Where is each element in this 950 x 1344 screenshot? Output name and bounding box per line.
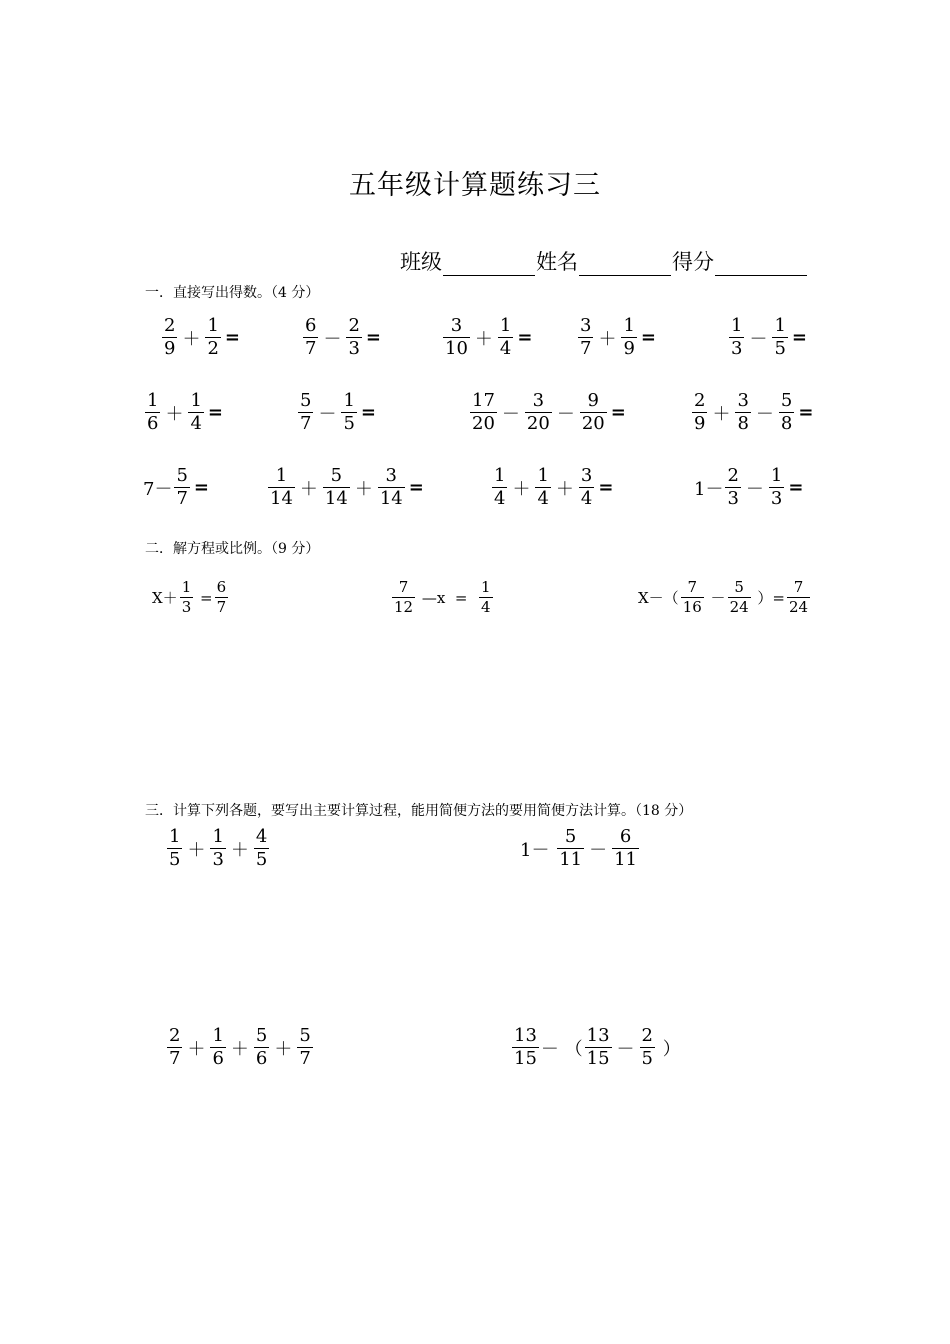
numerator: 1 [343,390,355,411]
operator: ＋ [354,478,373,500]
fraction [557,828,584,869]
denominator: 3 [348,338,360,359]
fraction [298,392,313,433]
fraction [378,467,405,508]
numerator: 17 [472,390,495,411]
expression-text: － [705,589,726,607]
problem [694,467,803,508]
fraction [579,467,594,508]
numerator: 5 [255,1025,268,1046]
denominator: 15 [514,1048,537,1069]
equals-sign: = [224,327,240,348]
operator: ＋ [230,839,249,861]
numerator: 2 [694,390,706,411]
fraction [443,317,470,358]
fraction [145,392,160,433]
score-blank[interactable] [715,249,807,276]
fraction [167,828,182,869]
equation [152,580,230,615]
numerator: 9 [587,390,599,411]
denominator: 4 [499,338,512,359]
operator: － [589,839,608,861]
fraction [787,580,810,615]
equals-sign: = [598,477,614,498]
fraction [779,392,794,433]
fraction [498,317,513,358]
problem [490,467,613,508]
fraction [180,580,194,615]
fraction [512,1027,539,1068]
equation [638,580,812,615]
problem [690,392,813,433]
operator: ＋ [187,1038,206,1060]
numerator: 2 [727,465,739,486]
denominator: 3 [727,488,739,509]
operator: － [501,403,520,425]
operator: － [318,403,337,425]
denominator: 15 [586,1048,610,1069]
denominator: 7 [305,338,317,359]
problem [510,1027,681,1068]
problem [727,317,807,358]
problem [468,392,626,433]
denominator: 20 [472,413,495,434]
section-2-heading: 二．解方程或比例。（9 分） [145,541,320,557]
fraction [578,317,593,358]
expression-text: 1－ [520,839,556,861]
expression-text: X－（ [638,589,679,607]
numerator: 4 [255,826,268,847]
denominator: 14 [324,488,348,509]
denominator: 7 [580,338,592,359]
operator: ＋ [274,1038,293,1060]
numerator: 5 [299,1025,311,1046]
numerator: 3 [385,465,397,486]
fraction [725,467,740,508]
fraction [268,467,295,508]
fraction [535,467,550,508]
fraction [174,467,189,508]
denominator: 4 [190,413,202,434]
numerator: 2 [348,315,360,336]
operator: ＋ [182,328,201,350]
numerator: 6 [619,826,632,847]
denominator: 2 [207,338,219,359]
numerator: 1 [147,390,159,411]
numerator: 3 [737,390,749,411]
denominator: 5 [774,338,786,359]
fraction [303,317,318,358]
denominator: 7 [300,413,312,434]
fraction [612,828,639,869]
denominator: 24 [789,598,809,616]
numerator: 1 [181,578,192,596]
numerator: 2 [641,1025,653,1046]
denominator: 4 [480,598,491,616]
section-1-heading: 一．直接写出得数。（4 分） [145,285,320,301]
numerator: 1 [190,390,202,411]
fraction [769,467,784,508]
fraction [692,392,707,433]
problem [301,317,381,358]
problem [520,828,641,869]
denominator: 9 [623,338,635,359]
equals-sign: = [640,327,656,348]
operator: － [745,478,764,500]
numerator: 3 [532,390,545,411]
numerator: 3 [580,315,592,336]
name-label: 姓名 [536,250,578,274]
numerator: 1 [623,315,635,336]
denominator: 4 [494,488,506,509]
expression-text: ） [657,1038,681,1060]
problem [576,317,656,358]
expression-text: —x = [417,588,477,607]
section-3-heading: 三．计算下列各题，要写出主要计算过程，能用简便方法的要用简便方法计算。（18 分） [145,803,693,819]
numerator: 5 [564,826,577,847]
operator: － [323,328,342,350]
numerator: 7 [398,578,409,596]
operator: ＋ [555,478,574,500]
denominator: 5 [641,1048,653,1069]
fraction [621,317,636,358]
fraction [492,467,507,508]
operator: － [749,328,768,350]
fraction [323,467,350,508]
numerator: 1 [537,465,549,486]
numerator: 2 [164,315,176,336]
equals-sign: = [517,327,533,348]
fraction [728,580,751,615]
problem [296,392,376,433]
numerator: 7 [687,578,697,596]
class-blank[interactable] [443,249,535,276]
expression-text: ）= [752,589,785,607]
numerator: 7 [793,578,804,596]
operator: ＋ [512,478,531,500]
denominator: 4 [537,488,549,509]
numerator: 1 [494,465,506,486]
problem [165,828,271,869]
denominator: 6 [255,1048,268,1069]
numerator: 13 [586,1025,610,1046]
class-label: 班级 [400,250,442,274]
numerator: 3 [450,315,463,336]
denominator: 14 [270,488,293,509]
equals-sign: = [360,402,376,423]
numerator: 3 [580,465,593,486]
equals-sign: = [791,327,807,348]
equals-sign: = [365,327,381,348]
numerator: 1 [770,465,783,486]
equals-sign: = [798,402,814,423]
operator: ＋ [187,839,206,861]
operator: ＋ [712,403,731,425]
equals-sign: = [788,477,804,498]
denominator: 9 [164,338,176,359]
fraction [681,580,704,615]
denominator: 7 [176,488,188,509]
fraction [162,317,177,358]
denominator: 6 [212,1048,224,1069]
operator: ＋ [230,1038,249,1060]
expression-text: － （ [540,1038,583,1060]
fraction [341,392,356,433]
denominator: 6 [147,413,159,434]
numerator: 6 [216,578,227,596]
numerator: 13 [514,1025,537,1046]
fraction [188,392,203,433]
operator: － [616,1038,635,1060]
numerator: 1 [499,315,512,336]
expression-text: = [195,588,213,607]
numerator: 1 [774,315,786,336]
denominator: 5 [169,849,181,870]
denominator: 7 [216,598,227,616]
numerator: 5 [330,465,343,486]
denominator: 3 [212,849,224,870]
numerator: 1 [212,826,224,847]
fraction [392,580,415,615]
fraction [470,392,497,433]
numerator: 5 [300,390,312,411]
numerator: 1 [169,826,181,847]
expression-text: 7－ [143,478,173,500]
denominator: 5 [255,849,268,870]
denominator: 20 [526,413,550,434]
fraction [254,1027,269,1068]
fraction [254,828,269,869]
fraction [585,1027,612,1068]
fraction [729,317,744,358]
numerator: 1 [207,315,219,336]
name-blank[interactable] [579,249,671,276]
numerator: 5 [780,390,793,411]
denominator: 16 [682,598,702,616]
equals-sign: = [207,402,223,423]
denominator: 7 [299,1048,311,1069]
denominator: 11 [614,849,637,870]
expression-text: 1－ [694,478,724,500]
numerator: 6 [305,315,317,336]
fraction [479,580,493,615]
fraction [167,1027,182,1068]
operator: ＋ [165,403,184,425]
fraction [735,392,750,433]
denominator: 24 [729,598,749,616]
denominator: 12 [394,598,414,616]
operator: － [556,403,575,425]
problem [143,467,209,508]
denominator: 9 [694,413,706,434]
numerator: 1 [480,578,491,596]
denominator: 3 [181,598,192,616]
fraction [525,392,552,433]
equals-sign: = [610,402,626,423]
operator: ＋ [474,328,493,350]
expression-text: X＋ [152,589,178,607]
fraction [772,317,787,358]
denominator: 8 [737,413,749,434]
fraction [215,580,229,615]
problem [143,392,223,433]
problem [441,317,532,358]
fraction [210,828,225,869]
equals-sign: = [408,477,424,498]
operator: ＋ [299,478,318,500]
page-title: 五年级计算题练习三 [349,170,601,201]
numerator: 2 [169,1025,181,1046]
problem [165,1027,315,1068]
numerator: 1 [212,1025,224,1046]
denominator: 7 [169,1048,181,1069]
denominator: 14 [379,488,403,509]
operator: － [755,403,774,425]
denominator: 3 [770,488,783,509]
numerator: 1 [275,465,288,486]
student-info-row [400,246,808,276]
numerator: 5 [734,578,744,596]
operator: ＋ [598,328,617,350]
denominator: 8 [780,413,793,434]
denominator: 10 [445,338,468,359]
fraction [297,1027,312,1068]
denominator: 11 [559,849,583,870]
fraction [205,317,220,358]
fraction [346,317,361,358]
denominator: 3 [731,338,743,359]
denominator: 4 [580,488,593,509]
problem [160,317,240,358]
denominator: 5 [343,413,355,434]
equation [390,580,495,615]
problem [266,467,424,508]
equals-sign: = [193,477,209,498]
score-label: 得分 [672,250,714,274]
numerator: 5 [176,465,188,486]
fraction [580,392,607,433]
fraction [210,1027,225,1068]
numerator: 1 [731,315,743,336]
denominator: 20 [581,413,605,434]
fraction [640,1027,655,1068]
